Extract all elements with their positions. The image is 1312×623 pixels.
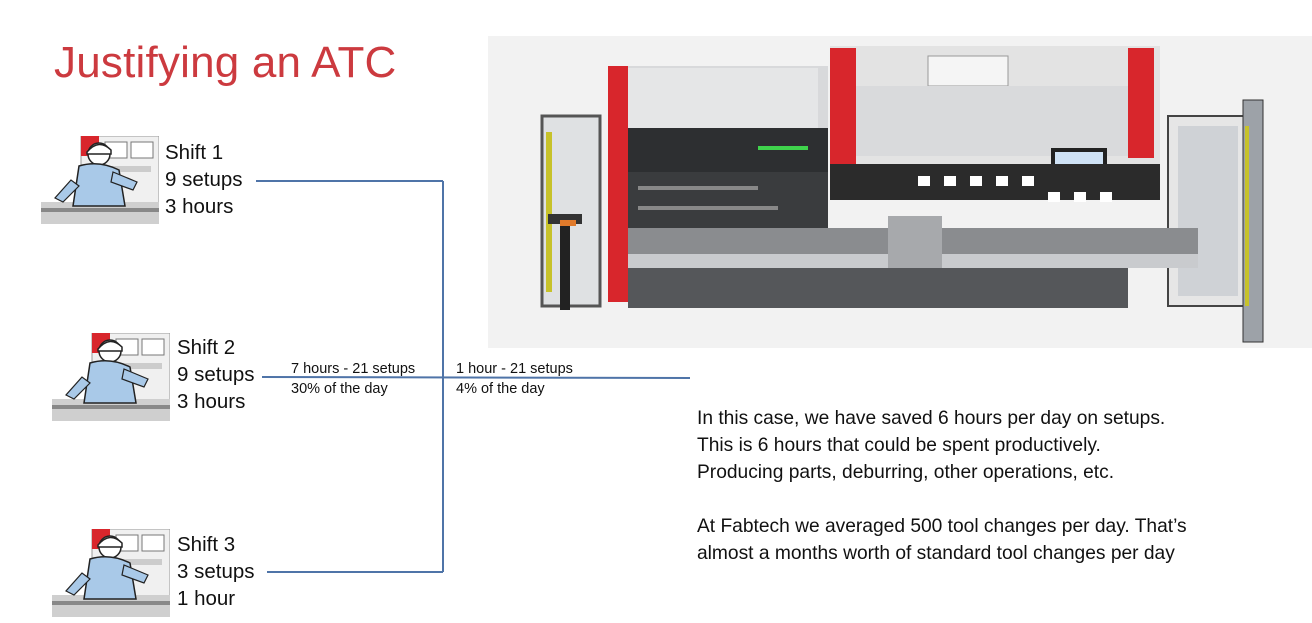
shift-2-block [177,334,255,415]
shift-setups: 9 setups [177,363,255,386]
manual-summary-line1: 7 hours - 21 setups [291,361,416,377]
manual-summary-line2: 30% of the day [291,381,388,397]
manual-summary [291,359,415,399]
shift-hours: 3 hours [177,390,246,413]
press-brake-machine-icon [488,36,1312,353]
shift-hours: 1 hour [177,587,236,610]
atc-summary [456,359,573,399]
operator-worker-icon [41,136,159,229]
shift-setups: 9 setups [165,168,243,191]
note-line: Producing parts, deburring, other operations, etc. [697,462,1115,483]
note-line: At Fabtech we averaged 500 tool changes per day. That’s [697,516,1187,537]
operator-worker-icon [52,333,170,426]
slide-title: Justifying an ATC [54,38,397,87]
shift-setups: 3 setups [177,560,255,583]
fabtech-note [697,513,1187,567]
shift-hours: 3 hours [165,195,234,218]
shift-1-block [165,139,243,220]
note-line: almost a months worth of standard tool changes per day [697,543,1175,564]
atc-summary-line1: 1 hour - 21 setups [456,361,573,377]
savings-note [697,405,1165,486]
note-line: In this case, we have saved 6 hours per day on setups. [697,408,1166,429]
shift-name: Shift 2 [177,336,236,359]
shift-name: Shift 3 [177,533,236,556]
operator-worker-icon [52,529,170,622]
note-line: This is 6 hours that could be spent productively. [697,435,1101,456]
shift-name: Shift 1 [165,141,224,164]
atc-summary-line2: 4% of the day [456,381,545,397]
shift-3-block [177,531,255,612]
